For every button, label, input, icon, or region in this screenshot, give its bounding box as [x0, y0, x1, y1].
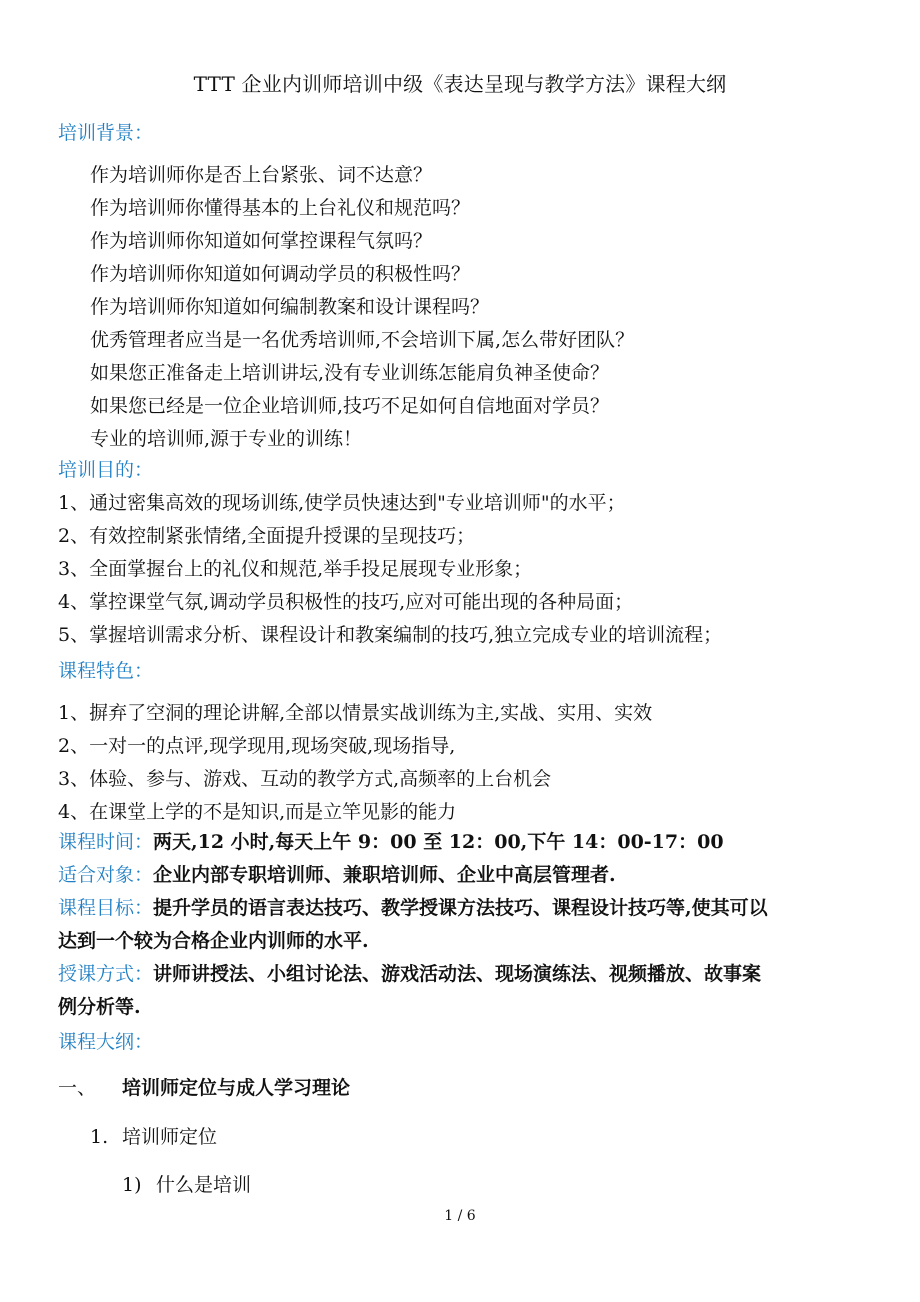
background-line: 作为培训师你是否上台紧张、词不达意？ — [90, 164, 433, 186]
background-line: 优秀管理者应当是一名优秀培训师,不会培训下属,怎么带好团队？ — [90, 329, 635, 351]
objective-item: 4、掌控课堂气氛,调动学员积极性的技巧,应对可能出现的各种局面； — [58, 591, 634, 613]
background-line: 作为培训师你知道如何掌控课程气氛吗？ — [90, 230, 433, 252]
outline-level2-item — [90, 1122, 217, 1149]
section-heading-features: 课程特色： — [58, 660, 154, 682]
course-time-row — [58, 827, 724, 854]
section-heading-background: 培训背景： — [58, 122, 154, 144]
document-title: TTT 企业内训师培训中级《表达呈现与教学方法》课程大纲 — [193, 72, 727, 96]
objective-item: 5、掌握培训需求分析、课程设计和教案编制的技巧,独立完成专业的培训流程； — [58, 624, 723, 646]
objective-item: 2、有效控制紧张情绪,全面提升授课的呈现技巧； — [58, 525, 476, 547]
audience-value: 企业内部专职培训师、兼职培训师、企业中高层管理者. — [153, 864, 616, 886]
page-indicator: 1 / 6 — [444, 1208, 476, 1224]
feature-item: 2、一对一的点评,现学现用,现场突破,现场指导, — [58, 735, 456, 757]
outline-level3-item — [122, 1170, 251, 1197]
section-heading-outline: 课程大纲： — [58, 1031, 154, 1053]
method-label: 授课方式： — [58, 963, 154, 985]
goal-value-continued: 达到一个较为合格企业内训师的水平. — [58, 930, 369, 952]
background-line: 作为培训师你懂得基本的上台礼仪和规范吗？ — [90, 197, 471, 219]
outline-level1-item — [58, 1073, 350, 1100]
objective-item: 1、通过密集高效的现场训练,使学员快速达到"专业培训师"的水平； — [58, 492, 626, 514]
outline-level1-mark: 一、 — [58, 1077, 97, 1099]
method-value-continued: 例分析等. — [58, 996, 141, 1018]
objective-item: 3、全面掌握台上的礼仪和规范,举手投足展现专业形象； — [58, 558, 533, 580]
background-line: 如果您正准备走上培训讲坛,没有专业训练怎能肩负神圣使命？ — [90, 362, 610, 384]
outline-level1-text: 培训师定位与成人学习理论 — [122, 1077, 351, 1099]
method-row — [58, 959, 761, 986]
feature-item: 1、摒弃了空洞的理论讲解,全部以情景实战训练为主,实战、实用、实效 — [58, 702, 653, 724]
feature-item: 3、体验、参与、游戏、互动的教学方式,高频率的上台机会 — [58, 768, 552, 790]
background-line: 作为培训师你知道如何编制教案和设计课程吗？ — [90, 296, 490, 318]
course-time-value: 两天,12 小时,每天上午 9：00 至 12：00,下午 14：00-17：00 — [153, 831, 724, 853]
outline-level2-mark: 1. — [90, 1126, 109, 1148]
goal-label: 课程目标： — [58, 897, 154, 919]
section-heading-objectives: 培训目的： — [58, 459, 154, 481]
course-time-label: 课程时间： — [58, 831, 154, 853]
outline-level3-text: 什么是培训 — [156, 1174, 252, 1196]
outline-level2-text: 培训师定位 — [122, 1126, 218, 1148]
background-line: 如果您已经是一位企业培训师,技巧不足如何自信地面对学员？ — [90, 395, 610, 417]
outline-level3-mark: 1) — [122, 1174, 142, 1196]
method-value: 讲师讲授法、小组讨论法、游戏活动法、现场演练法、视频播放、故事案 — [153, 963, 762, 985]
background-line: 专业的培训师,源于专业的训练！ — [90, 428, 363, 450]
background-line: 作为培训师你知道如何调动学员的积极性吗？ — [90, 263, 471, 285]
audience-label: 适合对象： — [58, 864, 154, 886]
audience-row — [58, 860, 616, 887]
goal-row — [58, 893, 768, 920]
goal-value: 提升学员的语言表达技巧、教学授课方法技巧、课程设计技巧等,使其可以 — [153, 897, 768, 919]
feature-item: 4、在课堂上学的不是知识,而是立竿见影的能力 — [58, 801, 457, 823]
